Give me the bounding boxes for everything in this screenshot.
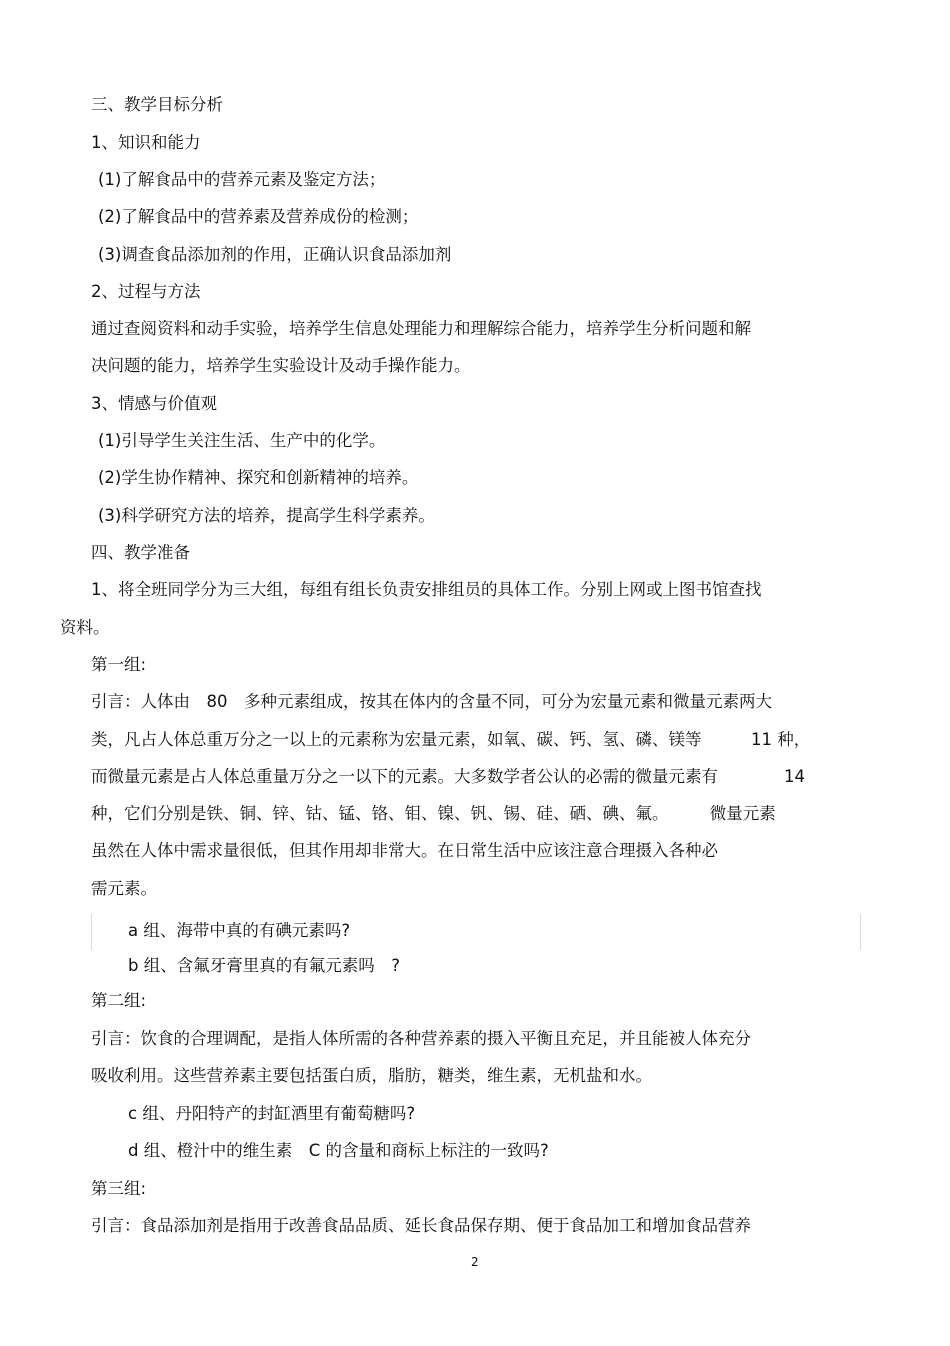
task-item: d 组、橙汁中的维生素 C 的含量和商标上标注的一致吗? (128, 1141, 549, 1160)
text-frame-right-edge (860, 914, 861, 950)
paragraph-line: 决问题的能力，培养学生实验设计及动手操作能力。 (91, 356, 471, 375)
group-heading: 第二组: (91, 991, 147, 1010)
list-item: (3)科学研究方法的培养，提高学生科学素养。 (98, 506, 435, 525)
subsection-heading: 2、过程与方法 (91, 282, 201, 301)
paragraph-line: 引言：饮食的合理调配，是指人体所需的各种营养素的摄入平衡且充足，并且能被人体充分 (91, 1029, 751, 1048)
paragraph-line: 引言：食品添加剂是指用于改善食品品质、延长食品保存期、便于食品加工和增加食品营养 (91, 1216, 751, 1235)
page-number: 2 (471, 1255, 479, 1269)
text-frame-left-edge (91, 914, 92, 950)
paragraph-line: 类，凡占人体总重万分之一以上的元素称为宏量元素，如氧、碳、钙、氢、磷、镁等 11 种， (91, 730, 811, 749)
paragraph-line: 而微量元素是占人体总重量万分之一以下的元素。大多数学者公认的必需的微量元素有 14 (91, 767, 805, 786)
group-heading: 第三组: (91, 1179, 147, 1198)
list-item: (1)引导学生关注生活、生产中的化学。 (98, 431, 386, 450)
paragraph-line: 引言：人体由 80 多种元素组成，按其在体内的含量不同，可分为宏量元素和微量元素两大 (91, 692, 772, 711)
list-item: (3)调查食品添加剂的作用，正确认识食品添加剂 (98, 245, 452, 264)
group-heading: 第一组: (91, 655, 147, 674)
list-item: (2)学生协作精神、探究和创新精神的培养。 (98, 468, 419, 487)
subsection-heading: 1、知识和能力 (91, 133, 201, 152)
paragraph-line: 通过查阅资料和动手实验，培养学生信息处理能力和理解综合能力，培养学生分析问题和解 (91, 319, 751, 338)
task-item: c 组、丹阳特产的封缸酒里有葡萄糖吗? (128, 1104, 416, 1123)
paragraph-line: 虽然在人体中需求量很低，但其作用却非常大。在日常生活中应该注意合理摄入各种必 (91, 841, 718, 860)
paragraph-line: 种，它们分别是铁、铜、锌、钴、锰、铬、钼、镍、钒、锡、硅、硒、碘、氟。 微量元素 (91, 804, 776, 823)
paragraph-line: 需元素。 (91, 879, 157, 898)
list-item: (1)了解食品中的营养元素及鉴定方法； (98, 170, 386, 189)
task-item: b 组、含氟牙膏里真的有氟元素吗 ? (128, 956, 400, 975)
task-item: a 组、海带中真的有碘元素吗? (128, 921, 351, 940)
list-item: (2)了解食品中的营养素及营养成份的检测； (98, 207, 419, 226)
paragraph-line: 资料。 (60, 618, 110, 637)
subsection-heading: 3、情感与价值观 (91, 394, 217, 413)
section-heading: 四、教学准备 (91, 543, 190, 562)
paragraph-line: 1、将全班同学分为三大组，每组有组长负责安排组员的具体工作。分别上网或上图书馆查找 (91, 580, 762, 599)
section-heading: 三、教学目标分析 (91, 95, 223, 114)
paragraph-line: 吸收利用。这些营养素主要包括蛋白质，脂肪，糖类，维生素，无机盐和水。 (91, 1066, 652, 1085)
